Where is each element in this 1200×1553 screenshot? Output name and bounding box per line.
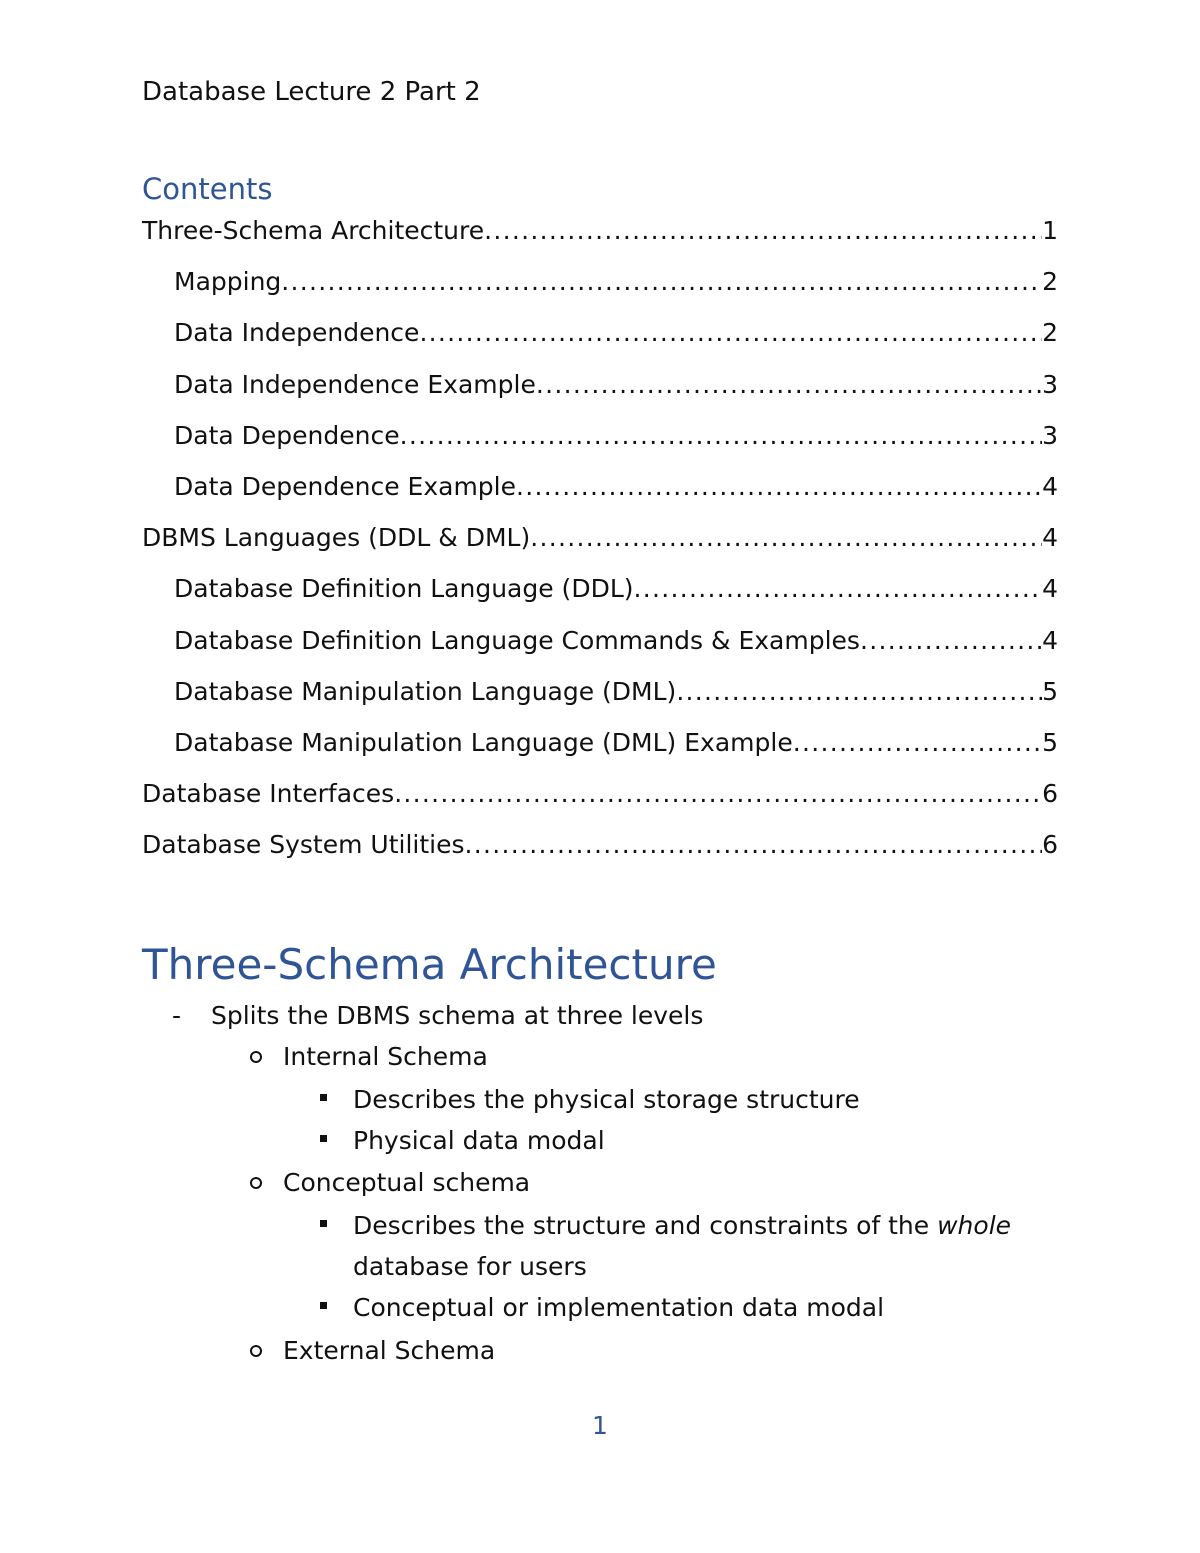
toc-dot-leader bbox=[530, 521, 1042, 555]
toc-entry-title: Database Definition Language Commands & Examples bbox=[174, 625, 860, 655]
toc-page-number: 4 bbox=[1042, 574, 1058, 604]
toc-page-number: 4 bbox=[1042, 523, 1058, 553]
toc-entry-title: DBMS Languages (DDL & DML) bbox=[142, 523, 531, 553]
toc-entry[interactable] bbox=[142, 214, 1058, 265]
toc-entry[interactable] bbox=[142, 470, 1058, 521]
toc-entry-title: Database Manipulation Language (DML) Example bbox=[174, 727, 793, 757]
toc-dot-leader bbox=[516, 470, 1042, 504]
square-bullet bbox=[320, 1220, 327, 1227]
toc-entry[interactable] bbox=[142, 265, 1058, 316]
toc-dot-leader bbox=[634, 572, 1043, 606]
toc-dot-leader bbox=[860, 624, 1042, 658]
toc-entry[interactable] bbox=[142, 624, 1058, 675]
circle-bullet bbox=[250, 1051, 262, 1063]
outline-subitem: Conceptual or implementation data modal bbox=[353, 1293, 885, 1322]
toc-entry[interactable] bbox=[142, 828, 1058, 879]
emphasis-text: whole bbox=[937, 1211, 1012, 1240]
outline-subitem: Physical data modal bbox=[353, 1126, 605, 1155]
toc-entry-title: Data Dependence bbox=[174, 420, 400, 450]
toc-dot-leader bbox=[400, 419, 1043, 453]
circle-bullet bbox=[250, 1177, 262, 1189]
toc-entry[interactable] bbox=[142, 521, 1058, 572]
toc-dot-leader bbox=[394, 777, 1042, 811]
outline-subitem bbox=[353, 1209, 1011, 1243]
document-title: Database Lecture 2 Part 2 bbox=[142, 77, 481, 107]
toc-page-number: 5 bbox=[1042, 676, 1058, 706]
page-number: 1 bbox=[592, 1411, 608, 1440]
toc-entry[interactable] bbox=[142, 419, 1058, 470]
toc-page-number: 3 bbox=[1042, 420, 1058, 450]
toc-entry-title: Database System Utilities bbox=[142, 830, 465, 860]
toc-entry[interactable] bbox=[142, 777, 1058, 828]
toc-page-number: 5 bbox=[1042, 727, 1058, 757]
outline-subitem-text: Describes the structure and constraints of the bbox=[353, 1211, 938, 1240]
toc-entry-title: Data Independence bbox=[174, 318, 420, 348]
toc-heading: Contents bbox=[142, 172, 273, 206]
dash-bullet: - bbox=[172, 1001, 182, 1030]
toc-page-number: 1 bbox=[1042, 216, 1058, 245]
toc-entry-title: Database Manipulation Language (DML) bbox=[174, 676, 677, 706]
toc-entry-title: Data Dependence Example bbox=[174, 471, 516, 501]
toc-entry[interactable] bbox=[142, 316, 1058, 367]
toc-entry[interactable] bbox=[142, 675, 1058, 726]
square-bullet bbox=[320, 1302, 327, 1309]
outline-subitem: Describes the physical storage structure bbox=[353, 1085, 860, 1114]
toc-dot-leader bbox=[484, 214, 1042, 248]
toc-entry-title: Data Independence Example bbox=[174, 369, 536, 399]
toc-dot-leader bbox=[536, 368, 1042, 402]
toc-page-number: 4 bbox=[1042, 471, 1058, 501]
section-heading: Three-Schema Architecture bbox=[142, 940, 717, 989]
toc-page-number: 2 bbox=[1042, 318, 1058, 348]
table-of-contents bbox=[142, 214, 1058, 879]
outline-item-conceptual: Conceptual schema bbox=[283, 1168, 531, 1197]
toc-entry[interactable] bbox=[142, 572, 1058, 623]
square-bullet bbox=[320, 1135, 327, 1142]
toc-dot-leader bbox=[419, 316, 1042, 350]
toc-dot-leader bbox=[465, 828, 1043, 862]
outline-item-intro: Splits the DBMS schema at three levels bbox=[211, 1001, 704, 1030]
toc-entry[interactable] bbox=[142, 368, 1058, 419]
toc-page-number: 2 bbox=[1042, 267, 1058, 297]
toc-page-number: 3 bbox=[1042, 369, 1058, 399]
outline-item-internal: Internal Schema bbox=[283, 1042, 488, 1071]
toc-dot-leader bbox=[281, 265, 1042, 299]
toc-entry-title: Database Definition Language (DDL) bbox=[174, 574, 634, 604]
toc-dot-leader bbox=[676, 675, 1042, 709]
toc-dot-leader bbox=[793, 726, 1042, 760]
circle-bullet bbox=[250, 1345, 262, 1357]
toc-entry-title: Mapping bbox=[174, 267, 282, 297]
toc-page-number: 6 bbox=[1042, 779, 1058, 809]
toc-entry-title: Three-Schema Architecture bbox=[142, 216, 485, 245]
outline-subitem-continuation: database for users bbox=[353, 1252, 587, 1281]
toc-page-number: 4 bbox=[1042, 625, 1058, 655]
toc-entry-title: Database Interfaces bbox=[142, 779, 395, 809]
outline-item-external: External Schema bbox=[283, 1336, 496, 1365]
toc-page-number: 6 bbox=[1042, 830, 1058, 860]
toc-entry[interactable] bbox=[142, 726, 1058, 777]
square-bullet bbox=[320, 1094, 327, 1101]
